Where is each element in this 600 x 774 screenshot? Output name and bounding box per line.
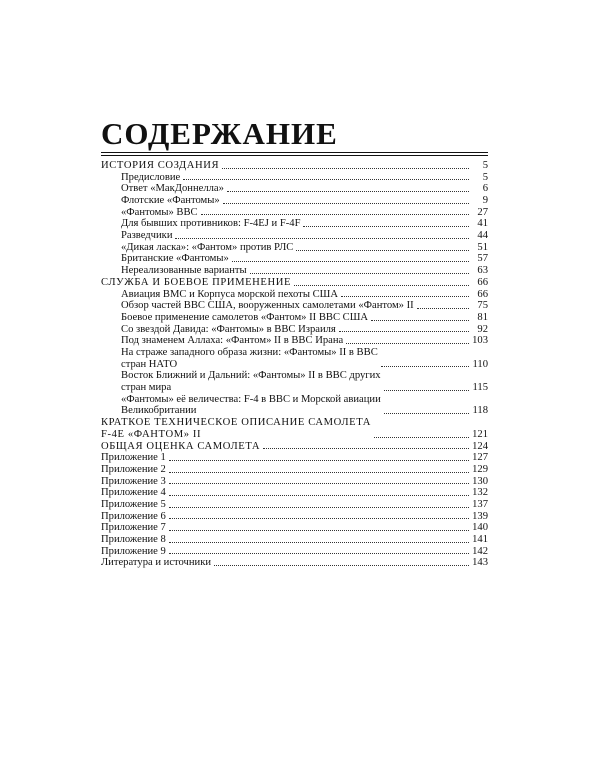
toc-page-number: 44 <box>477 230 488 242</box>
dot-leader <box>169 507 469 508</box>
dot-leader <box>346 343 469 344</box>
toc-page-number: 66 <box>477 276 488 288</box>
toc-entry <box>101 218 488 230</box>
toc-entry <box>101 441 488 453</box>
toc-entry-title: Авиация ВМС и Корпуса морской пехоты США <box>121 288 338 300</box>
dot-leader <box>169 495 469 496</box>
toc-entry-title: Обзор частей ВВС США, вооруженных самолетами «Фантом» II <box>121 300 414 312</box>
toc-entry <box>101 207 488 219</box>
toc-entry-title: ИСТОРИЯ СОЗДАНИЯ <box>101 159 220 171</box>
toc-page-number: 6 <box>482 183 488 195</box>
toc-entry <box>101 511 488 523</box>
dot-leader <box>201 214 469 215</box>
toc-entry-title: Со звездой Давида: «Фантомы» в ВВС Израиля <box>121 323 336 335</box>
toc-page-number: 129 <box>472 463 488 475</box>
toc-entry <box>101 277 488 289</box>
toc-entry <box>101 172 488 184</box>
toc-entry <box>101 452 488 464</box>
toc-entry <box>101 195 488 207</box>
toc-page-number: 110 <box>472 358 488 370</box>
toc-entry-title: Приложение 9 <box>101 545 166 557</box>
toc-page-number: 5 <box>482 171 488 183</box>
dot-leader <box>169 483 469 484</box>
dot-leader <box>384 390 469 391</box>
toc-entry-title: «Дикая ласка»: «Фантом» против РЛС <box>121 241 294 253</box>
toc-page-number: 51 <box>477 241 488 253</box>
dot-leader <box>339 331 469 332</box>
toc-entry <box>101 534 488 546</box>
toc-entry-title: Приложение 6 <box>101 510 166 522</box>
dot-leader <box>381 366 469 367</box>
toc-page-number: 75 <box>477 300 488 312</box>
toc-entry <box>101 522 488 534</box>
toc-entry <box>101 183 488 195</box>
toc-entry-title: Ответ «МакДоннелла» <box>121 183 224 195</box>
toc-page-number: 63 <box>477 265 488 277</box>
title-rule-top <box>101 152 488 153</box>
dot-leader <box>341 296 469 297</box>
dot-leader <box>183 179 469 180</box>
dot-leader <box>263 448 469 449</box>
dot-leader <box>222 168 469 169</box>
toc-entry-title: Флотские «Фантомы» <box>121 195 220 207</box>
toc-page-number: 5 <box>482 159 488 171</box>
toc-entry <box>101 265 488 277</box>
title-rule-bottom <box>101 155 488 156</box>
toc-entry <box>101 476 488 488</box>
toc-page-number: 127 <box>472 452 488 464</box>
toc-page-number: 81 <box>477 311 488 323</box>
dot-leader <box>417 308 469 309</box>
toc-entry-title: Приложение 8 <box>101 534 166 546</box>
dot-leader <box>169 518 469 519</box>
toc-page-number: 57 <box>477 253 488 265</box>
toc-entry <box>101 546 488 558</box>
toc-entry-title: Восток Ближний и Дальний: «Фантомы» II в ВВС других стран мира <box>121 370 381 394</box>
toc-entry-title: Для бывших противников: F-4EJ и F-4F <box>121 218 301 230</box>
dot-leader <box>384 413 469 414</box>
toc-entry <box>101 335 488 347</box>
toc-entry <box>101 370 488 393</box>
page-title: СОДЕРЖАНИЕ <box>101 116 338 151</box>
toc-entry <box>101 160 488 172</box>
toc-page-number: 143 <box>472 557 488 569</box>
dot-leader <box>223 203 469 204</box>
toc-entry <box>101 242 488 254</box>
toc-page-number: 115 <box>472 382 488 394</box>
toc-entry <box>101 300 488 312</box>
dot-leader <box>371 320 469 321</box>
toc-entry-title: Нереализованные варианты <box>121 265 247 277</box>
toc-entry-title: ОБЩАЯ ОЦЕНКА САМОЛЕТА <box>101 440 261 452</box>
toc-page-number: 92 <box>477 323 488 335</box>
toc-entry-title: КРАТКОЕ ТЕХНИЧЕСКОЕ ОПИСАНИЕ САМОЛЕТА F-4E «ФАНТОМ» II <box>101 417 371 440</box>
dot-leader <box>250 273 469 274</box>
dot-leader <box>169 530 469 531</box>
table-of-contents <box>101 160 488 569</box>
dot-leader <box>169 460 469 461</box>
dot-leader <box>227 191 469 192</box>
dot-leader <box>232 261 469 262</box>
toc-entry-title: Британские «Фантомы» <box>121 253 229 265</box>
dot-leader <box>296 250 469 251</box>
toc-entry-title: Литература и источники <box>101 557 212 569</box>
toc-page-number: 41 <box>477 218 488 230</box>
toc-entry <box>101 289 488 301</box>
toc-page-number: 9 <box>482 195 488 207</box>
toc-entry-title: Под знаменем Аллаха: «Фантом» II в ВВС Ирана <box>121 335 344 347</box>
toc-entry-title: Приложение 7 <box>101 522 166 534</box>
toc-entry-title: Разведчики <box>121 230 173 242</box>
toc-page-number: 140 <box>472 522 488 534</box>
toc-entry <box>101 230 488 242</box>
dot-leader <box>214 565 469 566</box>
toc-entry <box>101 324 488 336</box>
toc-page-number: 142 <box>472 545 488 557</box>
dot-leader <box>175 238 469 239</box>
toc-page-number: 124 <box>472 440 488 452</box>
toc-page-number: 130 <box>472 475 488 487</box>
toc-page-number: 141 <box>472 534 488 546</box>
toc-page-number: 27 <box>477 206 488 218</box>
toc-entry-title: Боевое применение самолетов «Фантом» II ВВС США <box>121 311 369 323</box>
toc-entry-title: Приложение 5 <box>101 498 166 510</box>
toc-entry <box>101 312 488 324</box>
dot-leader <box>374 437 469 438</box>
toc-entry-title: СЛУЖБА И БОЕВОЕ ПРИМЕНЕНИЕ <box>101 276 292 288</box>
toc-page-number: 137 <box>472 498 488 510</box>
dot-leader <box>294 285 469 286</box>
dot-leader <box>303 226 469 227</box>
toc-entry-title: Приложение 1 <box>101 452 166 464</box>
dot-leader <box>169 542 469 543</box>
toc-entry <box>101 254 488 266</box>
toc-page-number: 118 <box>472 405 488 417</box>
toc-entry <box>101 347 488 370</box>
toc-entry <box>101 464 488 476</box>
toc-entry-title: Приложение 3 <box>101 475 166 487</box>
dot-leader <box>169 472 469 473</box>
toc-page-number: 132 <box>472 487 488 499</box>
toc-entry <box>101 499 488 511</box>
toc-entry-title: Предисловие <box>121 171 181 183</box>
toc-entry-title: «Фантомы» её величества: F-4 в ВВС и Морской авиации Великобритании <box>121 393 381 417</box>
toc-page-number: 121 <box>472 428 488 440</box>
toc-entry-title: Приложение 2 <box>101 463 166 475</box>
toc-page-number: 139 <box>472 510 488 522</box>
toc-page-number: 103 <box>472 335 488 347</box>
toc-entry-title: «Фантомы» ВВС <box>121 206 198 218</box>
toc-entry-title: На страже западного образа жизни: «Фантомы» II в ВВС стран НАТО <box>121 346 378 370</box>
toc-entry <box>101 487 488 499</box>
toc-entry <box>101 394 488 417</box>
toc-entry <box>101 417 488 440</box>
toc-entry <box>101 557 488 569</box>
toc-page-number: 66 <box>477 288 488 300</box>
dot-leader <box>169 553 469 554</box>
toc-entry-title: Приложение 4 <box>101 487 166 499</box>
